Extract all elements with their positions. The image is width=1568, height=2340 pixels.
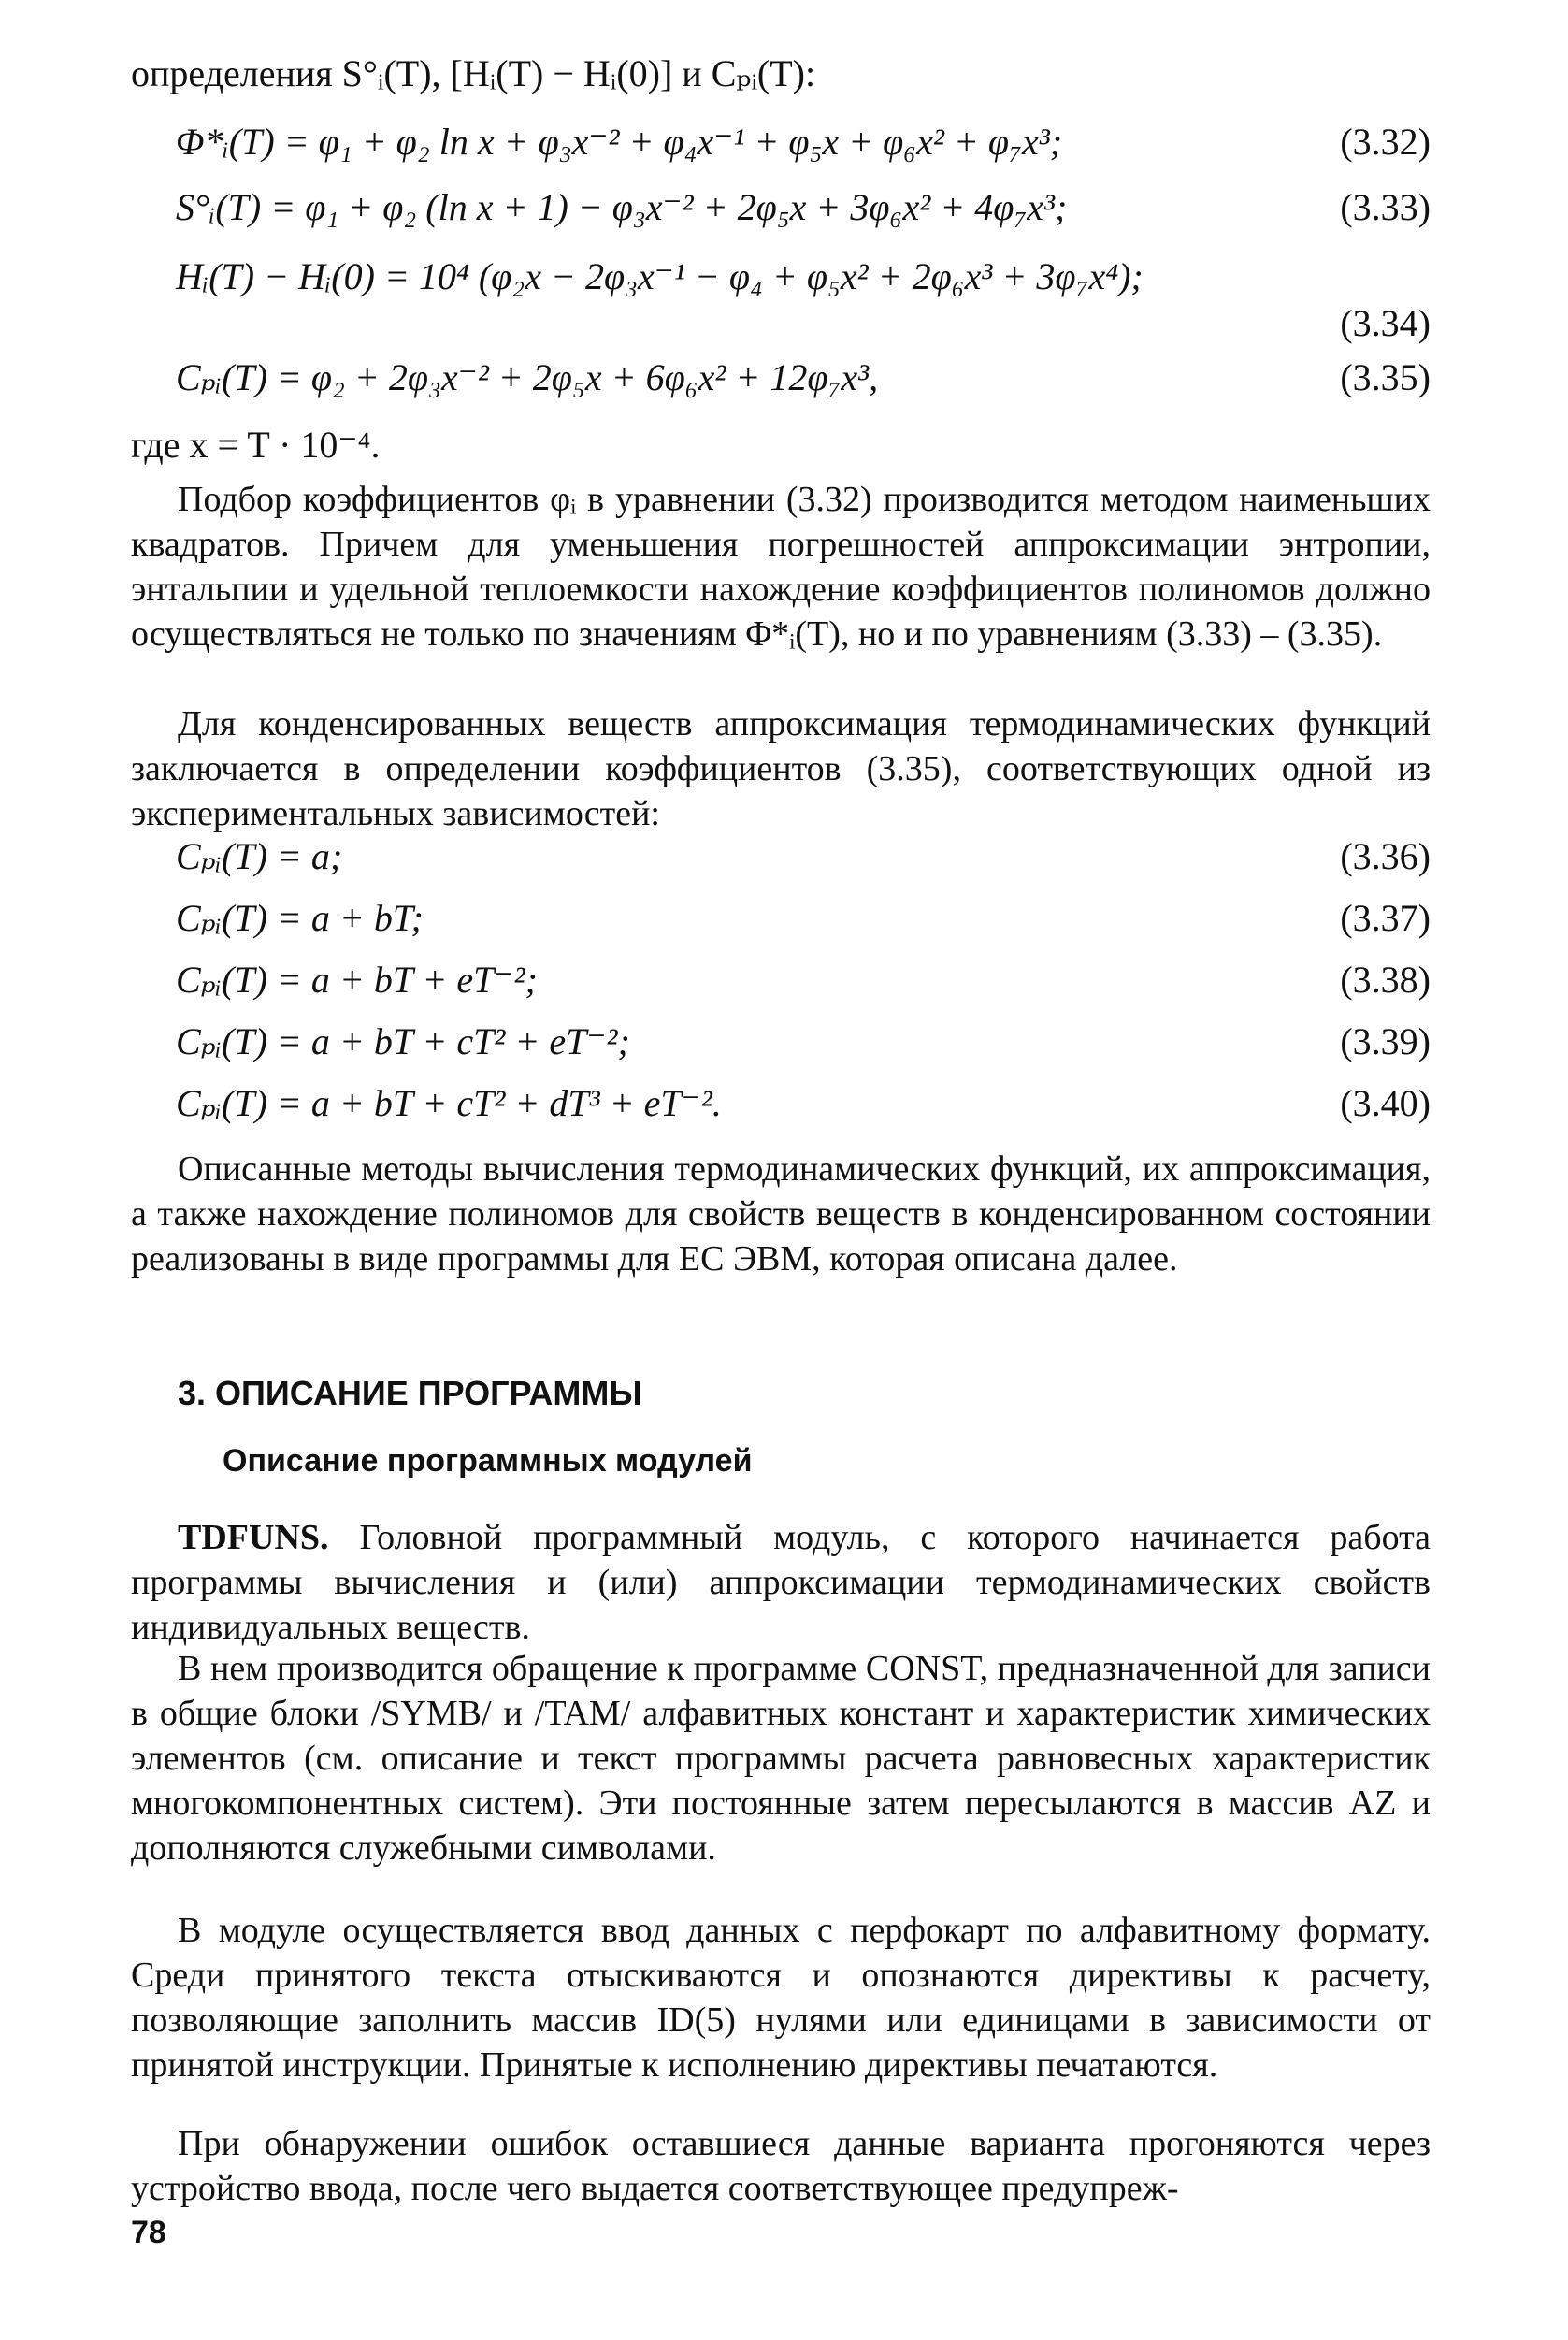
- intro-line: определения S°ᵢ(T), [Hᵢ(T) − Hᵢ(0)] и Cₚᵢ(T):: [131, 52, 816, 94]
- paragraph-condensed: Для конденсированных веществ аппроксимация термодинамических функций заключается в определении коэффициентов (3.35), соответствующих одной из экспериментальных зависимостей:: [131, 704, 1431, 833]
- equation-3-33: S°ᵢ(T) = φ₁ + φ₂ (ln x + 1) − φ₃x⁻² + 2φ₅x + 3φ₆x² + 4φ₇x³;: [176, 186, 1068, 228]
- equation-number-3-32: (3.32): [1340, 121, 1431, 163]
- equation-3-35: Cₚᵢ(T) = φ₂ + 2φ₃x⁻² + 2φ₅x + 6φ₆x² + 12φ₇x³,: [176, 356, 879, 398]
- page-number: 78: [131, 2215, 166, 2250]
- paragraph-methods: Описанные методы вычисления термодинамических функций, их аппроксимация, а также нахождение полиномов для свойств веществ в конденсированном состоянии реализованы в виде программы для ЕС ЭВМ, которая описана далее.: [131, 1149, 1431, 1278]
- equation-number-3-39: (3.39): [1340, 1020, 1431, 1062]
- equation-number-3-38: (3.38): [1340, 959, 1431, 1001]
- document-page: [131, 0, 1431, 2340]
- equation-number-3-35: (3.35): [1340, 356, 1431, 398]
- paragraph-const: В нем производится обращение к программе CONST, предназначенной для записи в общие блоки /SYMB/ и /TAM/ алфавитных констант и характеристик химических элементов (см. описание и текст программы расчета равновесных характеристик многокомпонентных систем). Эти постоянные затем пересылаются в массив AZ и дополняются служебными символами.: [131, 1649, 1431, 1868]
- equation-3-39: Cₚᵢ(T) = a + bT + cT² + eT⁻²;: [176, 1020, 630, 1062]
- equation-number-3-37: (3.37): [1340, 897, 1431, 939]
- equation-3-38: Cₚᵢ(T) = a + bT + eT⁻²;: [176, 959, 538, 1001]
- equation-3-40: Cₚᵢ(T) = a + bT + cT² + dT³ + eT⁻².: [176, 1082, 722, 1124]
- equation-3-37: Cₚᵢ(T) = a + bT;: [176, 897, 424, 939]
- equation-3-34: Hᵢ(T) − Hᵢ(0) = 10⁴ (φ₂x − 2φ₃x⁻¹ − φ₄ + φ₅x² + 2φ₆x³ + 3φ₇x⁴);: [176, 255, 1144, 297]
- tdfuns-text: Головной программный модуль, с которого начинается работа программы вычисления и (или) аппроксимации термодинамических свойств индивидуальных веществ.: [131, 1518, 1431, 1647]
- tdfuns-label: TDFUNS.: [178, 1518, 329, 1557]
- paragraph-coefficients: Подбор коэффициентов φᵢ в уравнении (3.32) производится методом наименьших квадратов. Причем для уменьшения погрешностей аппроксимации энтропии, энтальпии и удельной теплоемкости нахождение коэффициентов полиномов должно осуществляться не только по значениям Φ*ᵢ(T), но и по уравнениям (3.33) – (3.35).: [131, 480, 1431, 654]
- equation-number-3-40: (3.40): [1340, 1082, 1431, 1124]
- subsection-heading: Описание программных модулей: [223, 1443, 753, 1479]
- section-heading: 3. ОПИСАНИЕ ПРОГРАММЫ: [178, 1374, 642, 1412]
- paragraph-errors: При обнаружении ошибок оставшиеся данные варианта прогоняются через устройство ввода, после чего выдается соответствующее предупреж-: [131, 2124, 1431, 2208]
- equation-number-3-33: (3.33): [1340, 186, 1431, 228]
- equation-number-3-34: (3.34): [1340, 302, 1431, 344]
- equation-3-32: Φ*ᵢ(T) = φ₁ + φ₂ ln x + φ₃x⁻² + φ₄x⁻¹ + φ₅x + φ₆x² + φ₇x³;: [176, 121, 1063, 163]
- equation-number-3-36: (3.36): [1340, 835, 1431, 877]
- paragraph-input: В модуле осуществляется ввод данных с перфокарт по алфавитному формату. Среди принятого текста отыскиваются и опознаются директивы к расчету, позволяющие заполнить массив ID(5) нулями или единицами в зависимости от принятой инструкции. Принятые к исполнению директивы печатаются.: [131, 1911, 1431, 2085]
- where-clause: где x = T · 10⁻⁴.: [131, 424, 381, 466]
- equation-3-36: Cₚᵢ(T) = a;: [176, 835, 343, 877]
- paragraph-tdfuns: [131, 1515, 1431, 1650]
